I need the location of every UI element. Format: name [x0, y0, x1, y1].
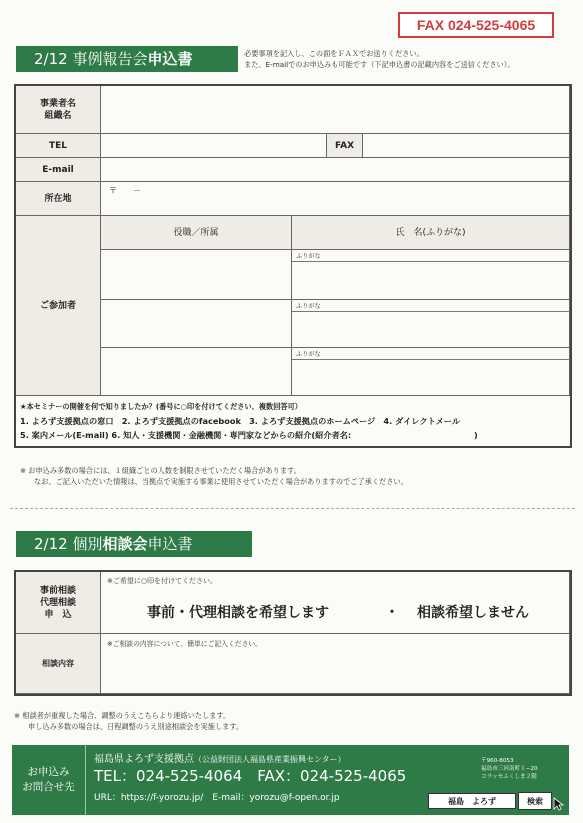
company-field[interactable] — [101, 86, 570, 134]
section-divider — [10, 508, 575, 509]
name-header: 氏 名(ふりがな) — [292, 216, 570, 250]
postal-code: 〒960-8053 — [481, 758, 514, 764]
participant-1-role-field[interactable] — [101, 250, 292, 300]
seminar-application-banner — [16, 46, 238, 72]
address-line-2: コラッセふくしま２階 — [481, 774, 537, 780]
fax-label: FAX — [327, 134, 363, 158]
tel-fax-line: TEL：024-525-4064 FAX：024-525-4065 — [94, 767, 407, 785]
org-line — [94, 750, 346, 765]
org-subname: （公益財団法人福島県産業振興センター） — [194, 755, 346, 764]
furigana-label: ふりがな — [296, 351, 321, 358]
consultation-footnote — [14, 710, 243, 732]
furigana-divider — [292, 261, 570, 262]
url-email-line[interactable]: URL：https://f-yorozu.jp/ E-mail：yorozu@f-open.or.jp — [94, 793, 340, 803]
options-line-2[interactable]: 5. 案内メール(E-mail) 6. 知人・支援機関・金融機関・専門家などからの紹介(紹介者名: ) — [20, 430, 478, 440]
postal-mark: 〒 － — [109, 186, 141, 195]
participant-2-role-field[interactable] — [101, 300, 292, 348]
consultation-application-banner — [16, 531, 252, 557]
source-question — [20, 400, 568, 442]
consultation-content-field[interactable] — [101, 634, 570, 694]
org-name: 福島県よろず支援拠点 — [94, 754, 194, 765]
seminar-footnote — [20, 465, 408, 487]
footnote-line-2: なお、ご記入いただいた情報は、当拠点で実施する事業に使用させていただく場合がありますのでご了承ください。 — [34, 477, 408, 486]
participant-2-name-field[interactable] — [292, 300, 570, 348]
banner2-title-a: 2/12 個別 — [34, 535, 103, 553]
search-button[interactable]: 検索 — [518, 792, 552, 810]
fax-field[interactable] — [363, 134, 570, 158]
furigana-divider — [292, 311, 570, 312]
question-text: ★本セミナーの開催を何で知りましたか？(番号に○印を付けてください、複数回答可） — [20, 402, 302, 411]
banner-title-b: 申込書 — [147, 50, 193, 68]
choice-wish-consultation[interactable]: 事前・代理相談を希望します — [147, 605, 329, 621]
email-label: E-mail — [16, 158, 101, 182]
participant-1-name-field[interactable] — [292, 250, 570, 300]
instruction-line-1: 必要事項を記入し、この面をＦＡＸでお送りください。 — [244, 49, 424, 58]
seminar-application-form — [14, 84, 572, 448]
footnote2-line-2: 申し込み多数の場合は、日程調整のうえ別途相談会を実施します。 — [28, 722, 244, 731]
fax-number-badge: FAX 024-525-4065 — [398, 12, 554, 38]
consultation-content-label: 相談内容 — [16, 634, 101, 694]
participant-3-name-field[interactable] — [292, 348, 570, 396]
contact-label: お申込み お問合せ先 — [12, 745, 86, 815]
company-label: 事業者名 組織名 — [16, 86, 101, 134]
content-instruction: ※ご相談の内容について、簡単にご記入ください。 — [107, 640, 262, 648]
choice-no-consultation[interactable]: 相談希望しません — [417, 605, 529, 621]
email-field[interactable] — [101, 158, 570, 182]
tel-label: TEL — [16, 134, 101, 158]
options-line-1[interactable]: 1. よろず支援拠点の窓口 2. よろず支援拠点のfacebook 3. よろず支援拠点のホームページ 4. ダイレクトメール — [20, 416, 461, 426]
address-block — [481, 757, 538, 781]
role-header: 役職／所属 — [101, 216, 292, 250]
footnote-line-1: ※ お申込み多数の場合には、１組織ごとの人数を制限させていただく場合があります。 — [20, 466, 301, 475]
prior-consultation-label: 事前相談 代理相談 申 込 — [16, 572, 101, 634]
choice-separator: ・ — [385, 605, 399, 621]
instruction-line-2: また、E-mailでのお申込みも可能です（下記申込書の記載内容をご送信ください）。 — [244, 60, 515, 69]
participants-label: ご参加者 — [16, 216, 101, 396]
participant-3-role-field[interactable] — [101, 348, 292, 396]
tel-field[interactable] — [101, 134, 327, 158]
banner-title-a: 2/12 事例報告会 — [34, 50, 148, 68]
prior-consultation-choice — [101, 572, 570, 634]
furigana-divider — [292, 359, 570, 360]
address-field[interactable] — [101, 182, 570, 216]
address-label: 所在地 — [16, 182, 101, 216]
search-keyword-box[interactable]: 福島 よろず — [428, 793, 516, 809]
cursor-icon — [553, 797, 565, 811]
instruction-note — [244, 48, 515, 70]
banner2-title-c: 申込書 — [147, 535, 193, 553]
contact-footer — [12, 745, 569, 815]
banner2-title-b: 相談会 — [102, 535, 148, 553]
consultation-application-form — [14, 570, 572, 696]
furigana-label: ふりがな — [296, 303, 321, 310]
footnote2-line-1: ※ 相談者が重複した場合、調整のうえこちらより連絡いたします。 — [14, 711, 231, 720]
address-line-1: 福島市三河南町１−20 — [481, 766, 538, 772]
furigana-label: ふりがな — [296, 253, 321, 260]
circle-instruction: ※ご希望に○印を付けてください。 — [107, 577, 217, 585]
